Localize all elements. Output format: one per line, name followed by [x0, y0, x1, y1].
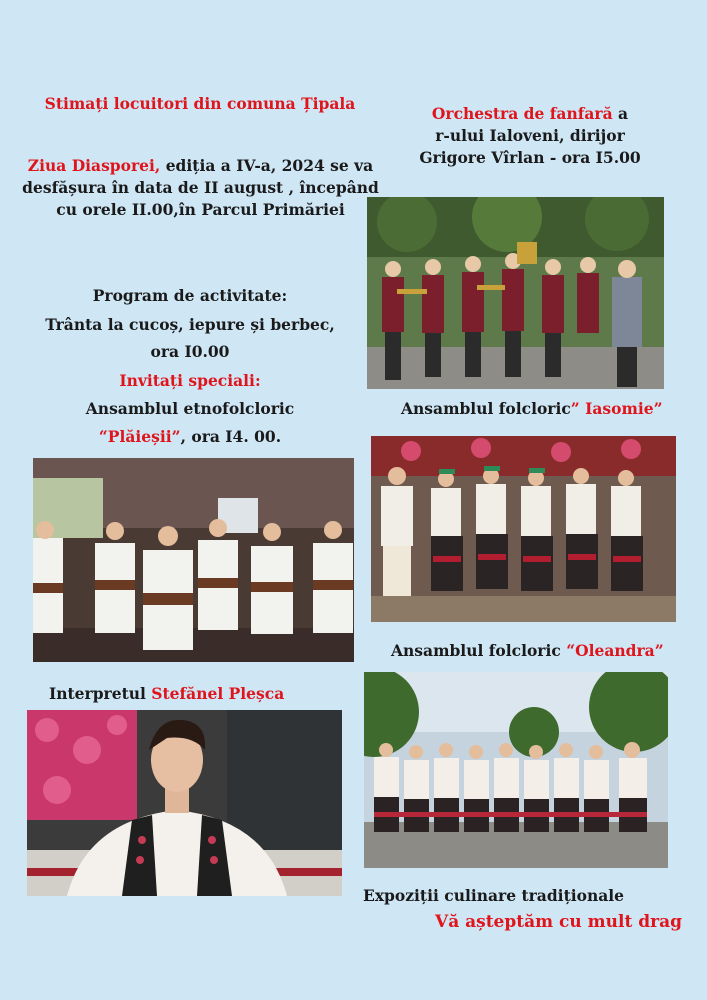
guests-heading: Invitați speciali: [119, 371, 261, 390]
orchestra-photo [367, 197, 664, 389]
orchestra-name: Orchestra de fanfară [431, 104, 613, 123]
program-line-2: ora I0.00 [150, 342, 230, 361]
program-line-1: Trânta la cucoș, iepure și berbec, [45, 315, 335, 334]
interpret-caption [49, 684, 284, 703]
interpret-photo [27, 710, 342, 896]
oleandra-label: Ansamblul folcloric [391, 641, 561, 660]
oleandra-photo [364, 672, 668, 868]
oleandra-name: “Oleandra” [566, 641, 664, 660]
iasomie-name: ” Iasomie” [570, 399, 663, 418]
interpret-label: Interpretul [49, 684, 146, 703]
welcome-text: Vă așteptăm cu mult drag [435, 912, 682, 932]
orchestra-rest-b: r-ului Ialoveni, dirijor [435, 126, 625, 145]
iasomie-caption [401, 399, 663, 418]
orchestra-info [385, 103, 675, 169]
expo-text: Expoziții culinare tradiționale [363, 886, 625, 905]
event-info [18, 155, 383, 221]
orchestra-rest-a: a [612, 104, 629, 123]
guests-ensemble-label: Ansamblul etnofolcloric [85, 399, 295, 418]
iasomie-label: Ansamblul folcloric [401, 399, 571, 418]
event-details: ediția a IV-a, 2024 se va desfășura în data de II august , începând cu orele II.00,în Parcul Primăriei [22, 156, 379, 219]
iasomie-photo [371, 436, 676, 622]
guests-ensemble-name: “Plăieșii” [98, 427, 181, 446]
oleandra-caption [391, 641, 664, 660]
program-heading: Program de activitate: [92, 286, 288, 305]
greeting-text: Stimați locuitori din comuna Țipala [44, 94, 356, 113]
interpret-name: Stefănel Pleșca [151, 684, 285, 703]
greeting-heading [40, 93, 360, 115]
guests-ensemble [20, 426, 360, 448]
guests-ensemble-time: , ora I4. 00. [180, 427, 282, 446]
event-name: Ziua Diasporei, [27, 156, 161, 175]
orchestra-rest-c: Grigore Vîrlan - ora I5.00 [419, 148, 641, 167]
plaiesii-photo [33, 458, 354, 662]
